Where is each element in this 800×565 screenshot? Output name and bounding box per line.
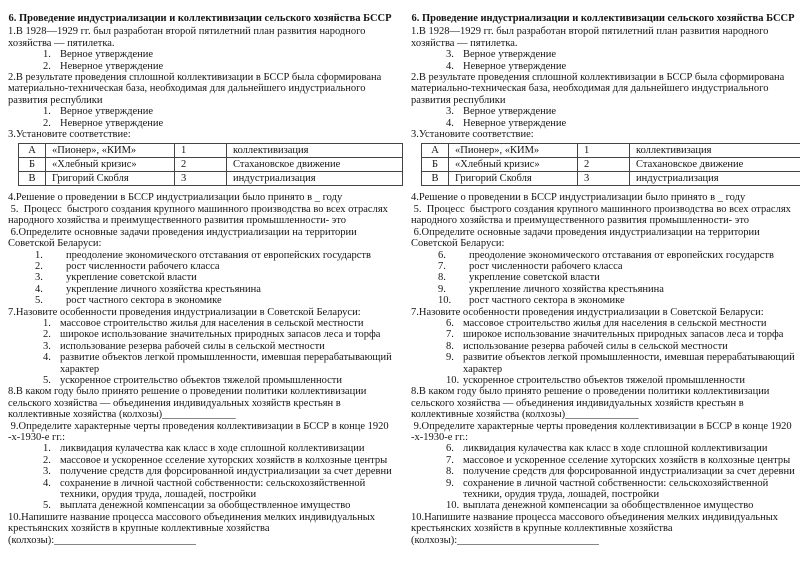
option-item [446,443,795,454]
options-list [8,106,392,129]
option-item [446,352,795,375]
question-6-text: 6.Определите основные задачи проведения индустриализации на территории Советской Беларуси: [8,226,360,250]
option-item [43,329,392,340]
option-item [446,106,795,117]
option-number: 4. [35,283,43,295]
option-number: 2. [43,117,51,129]
table-row [19,158,403,172]
question-5-text: 5. Процесс быстрого создания крупного машинного производства во всех отраслях народного хозяйства и преимущественного развития промышленности- это [8,203,391,227]
option-text: укрепление личного хозяйства крестьянина [469,283,664,295]
option-item [438,261,795,272]
option-text: Верное утверждение [60,106,153,118]
option-item [446,329,795,340]
question-9-text: 9.Определите характерные черты проведения коллективизации в БССР в конце 1920 -х-1930-е гг.: [8,420,392,443]
table-cell: индустриализация [227,172,403,186]
option-number: 1. [35,249,43,261]
option-item [43,318,392,329]
option-text: рост численности рабочего класса [66,260,220,272]
option-number: 9. [446,352,454,364]
option-text: укрепление советской власти [469,272,600,284]
option-item [43,443,392,454]
option-text: ускоренное строительство объектов тяжелой промышленности [60,374,343,386]
option-number: 5. [43,500,51,512]
option-text: ликвидация кулачества как класс в ходе сплошной коллективизации [60,443,365,455]
option-number: 9. [438,283,446,295]
table-cell: Б [19,158,46,172]
question-4-text: 4.Решение о проведении в БССР индустриализации было принято в _ году [411,192,746,204]
option-item [43,375,392,386]
table-cell: 2 [578,158,630,172]
question-1-text: 1.В 1928—1929 гг. был разработан второй пятилетний план развития народного хозяйства — пятилетка. [411,26,772,49]
option-number: 6. [438,249,446,261]
table-cell: «Пионер», «КИМ» [46,144,175,158]
option-text: использование резерва рабочей силы в сельской местности [60,340,325,352]
options-list [411,318,795,386]
option-text: сохранение в личной частной собственности: сельскохозяйственной техники, орудия труда, лошадей, постройки [463,477,769,501]
option-text: преодоление экономического отставания от европейских государств [469,249,774,261]
option-item [446,466,795,477]
option-item [43,478,392,501]
option-text: рост частного сектора в экономике [66,295,222,307]
option-text: ускоренное строительство объектов тяжелой промышленности [463,374,746,386]
table-cell: 3 [175,172,227,186]
options-list [411,443,795,511]
table-cell: коллективизация [630,144,800,158]
option-text: укрепление личного хозяйства крестьянина [66,283,261,295]
option-text: развитие объектов легкой промышленности, имевшая перерабатывающий характер [60,352,392,375]
option-number: 4. [446,60,454,72]
option-number: 6. [446,317,454,329]
option-number: 8. [438,272,446,284]
table-cell: «Хлебный кризис» [46,158,175,172]
option-text: Верное утверждение [60,49,153,61]
options-list [411,49,795,72]
table-cell: коллективизация [227,144,403,158]
option-number: 4. [43,477,51,489]
option-text: массовое и ускоренное сселение хуторских хозяйств в колхозные центры [463,454,791,466]
question-3-text: 3.Установите соответствие: [8,129,131,141]
option-item [438,295,795,306]
match-table [421,143,800,186]
table-cell: индустриализация [630,172,800,186]
option-number: 7. [438,260,446,272]
table-row [422,172,800,186]
question-4-text: 4.Решение о проведении в БССР индустриализации было принято в _ году [8,192,343,204]
option-item [446,478,795,501]
option-number: 8. [446,466,454,478]
option-number: 4. [446,117,454,129]
option-item [438,250,795,261]
option-text: Неверное утверждение [463,117,567,129]
option-item [43,466,392,477]
question-5-text: 5. Процесс быстрого создания крупного машинного производства во всех отраслях народного хозяйства и преимущественного развития промышленности- это [411,203,794,227]
option-text: ликвидация кулачества как класс в ходе сплошной коллективизации [463,443,768,455]
option-item [446,341,795,352]
option-item [35,261,392,272]
question-7-text: 7.Назовите особенности проведения индустриализации в Советской Беларуси: [411,306,764,318]
option-number: 10. [446,500,460,512]
table-cell: «Пионер», «КИМ» [449,144,578,158]
table-cell: «Хлебный кризис» [449,158,578,172]
options-list [8,318,392,386]
option-text: выплата денежной компенсации за обобществленное имущество [60,500,351,512]
option-number: 9. [446,477,454,489]
option-item [438,284,795,295]
option-number: 3. [446,49,454,61]
option-number: 1. [43,443,51,455]
option-text: укрепление советской власти [66,272,197,284]
option-text: Верное утверждение [463,49,556,61]
option-item [446,61,795,72]
option-text: использование резерва рабочей силы в сельской местности [463,340,728,352]
option-item [43,341,392,352]
option-text: получение средств для форсированной индустриализации за счет деревни [60,466,392,478]
option-text: Неверное утверждение [463,60,567,72]
question-2-text: 2.В результате проведения сплошной коллективизации в БССР была сформирована материально-техническая база, необходимая для дальнейшего индустриального развития республики [411,72,787,106]
table-cell: В [422,172,449,186]
table-cell: А [19,144,46,158]
option-number: 3. [35,272,43,284]
option-text: получение средств для форсированной индустриализации за счет деревни [463,466,795,478]
option-number: 7. [446,329,454,341]
option-text: Верное утверждение [463,106,556,118]
option-item [35,295,392,306]
table-row [422,144,800,158]
question-10-text: 10.Напишите название процесса массового объединения мелких индивидуальных крестьянских хозяйств в крупные коллективные хозяйства (колхозы):___________________________ [411,511,781,546]
page-title: 6. Проведение индустриализации и коллективизации сельского хозяйства БССР [8,13,392,24]
options-list [8,250,392,307]
option-item [35,284,392,295]
option-text: Неверное утверждение [60,60,164,72]
option-text: сохранение в личной частной собственности: сельскохозяйственной техники, орудия труда, лошадей, постройки [60,477,366,501]
option-text: Неверное утверждение [60,117,164,129]
option-number: 4. [43,352,51,364]
option-item [446,455,795,466]
option-number: 2. [43,329,51,341]
option-item [438,272,795,283]
option-number: 10. [438,295,452,307]
question-2-text: 2.В результате проведения сплошной коллективизации в БССР была сформирована материально-техническая база, необходимая для дальнейшего индустриального развития республики [8,72,384,106]
option-number: 6. [446,443,454,455]
options-list [8,443,392,511]
option-number: 8. [446,340,454,352]
option-number: 2. [43,60,51,72]
option-number: 3. [43,466,51,478]
table-cell: Григорий Скобля [46,172,175,186]
option-text: широкое использование значительных природных запасов леса и торфа [60,329,381,341]
question-8-text: 8.В каком году было принято решение о проведении политики коллективизации сельского хозяйства — объединения индивидуальных хозяйств крестьян в коллективные хозяйства (колхозы)______________ [411,386,773,421]
table-row [422,158,800,172]
table-cell: 3 [578,172,630,186]
option-number: 1. [43,106,51,118]
table-cell: Стахановское движение [227,158,403,172]
option-item [446,318,795,329]
option-number: 2. [35,260,43,272]
options-list [411,250,795,307]
option-item [446,118,795,129]
question-3-text: 3.Установите соответствие: [411,129,534,141]
question-6-text: 6.Определите основные задачи проведения индустриализации на территории Советской Беларуси: [411,226,763,250]
option-text: массовое и ускоренное сселение хуторских хозяйств в колхозные центры [60,454,388,466]
question-10-text: 10.Напишите название процесса массового объединения мелких индивидуальных крестьянских хозяйств в крупные коллективные хозяйства (колхозы):___________________________ [8,511,378,546]
option-text: развитие объектов легкой промышленности, имевшая перерабатывающий характер [463,352,795,375]
option-number: 5. [43,374,51,386]
table-cell: 2 [175,158,227,172]
table-cell: 1 [175,144,227,158]
option-item [446,500,795,511]
options-list [411,106,795,129]
option-number: 3. [446,106,454,118]
option-item [43,118,392,129]
question-8-text: 8.В каком году было принято решение о проведении политики коллективизации сельского хозяйства — объединения индивидуальных хозяйств крестьян в коллективные хозяйства (колхозы)______________ [8,386,370,421]
table-row [19,172,403,186]
option-text: рост численности рабочего класса [469,260,623,272]
option-item [43,455,392,466]
worksheet-page-right [411,13,795,546]
table-cell: Григорий Скобля [449,172,578,186]
option-number: 1. [43,317,51,329]
table-cell: 1 [578,144,630,158]
option-item [446,49,795,60]
option-number: 3. [43,340,51,352]
table-cell: А [422,144,449,158]
option-number: 5. [35,295,43,307]
options-list [8,49,392,72]
table-cell: В [19,172,46,186]
option-text: преодоление экономического отставания от европейских государств [66,249,371,261]
question-9-text: 9.Определите характерные черты проведения коллективизации в БССР в конце 1920 -х-1930-е гг.: [411,420,795,443]
option-number: 10. [446,374,460,386]
option-item [43,61,392,72]
option-text: массовое строительство жилья для населения в сельской местности [60,317,364,329]
option-item [35,250,392,261]
option-item [43,106,392,117]
worksheet-page-left [8,13,392,546]
option-text: массовое строительство жилья для населения в сельской местности [463,317,767,329]
option-item [35,272,392,283]
table-cell: Стахановское движение [630,158,800,172]
option-item [43,352,392,375]
table-cell: Б [422,158,449,172]
page-title: 6. Проведение индустриализации и коллективизации сельского хозяйства БССР [411,13,795,24]
option-number: 1. [43,49,51,61]
option-item [43,500,392,511]
option-text: рост частного сектора в экономике [469,295,625,307]
option-text: широкое использование значительных природных запасов леса и торфа [463,329,784,341]
option-item [43,49,392,60]
option-number: 7. [446,454,454,466]
table-row [19,144,403,158]
option-number: 2. [43,454,51,466]
option-item [446,375,795,386]
question-7-text: 7.Назовите особенности проведения индустриализации в Советской Беларуси: [8,306,361,318]
match-table [18,143,403,186]
option-text: выплата денежной компенсации за обобществленное имущество [463,500,754,512]
question-1-text: 1.В 1928—1929 гг. был разработан второй пятилетний план развития народного хозяйства — пятилетка. [8,26,369,49]
